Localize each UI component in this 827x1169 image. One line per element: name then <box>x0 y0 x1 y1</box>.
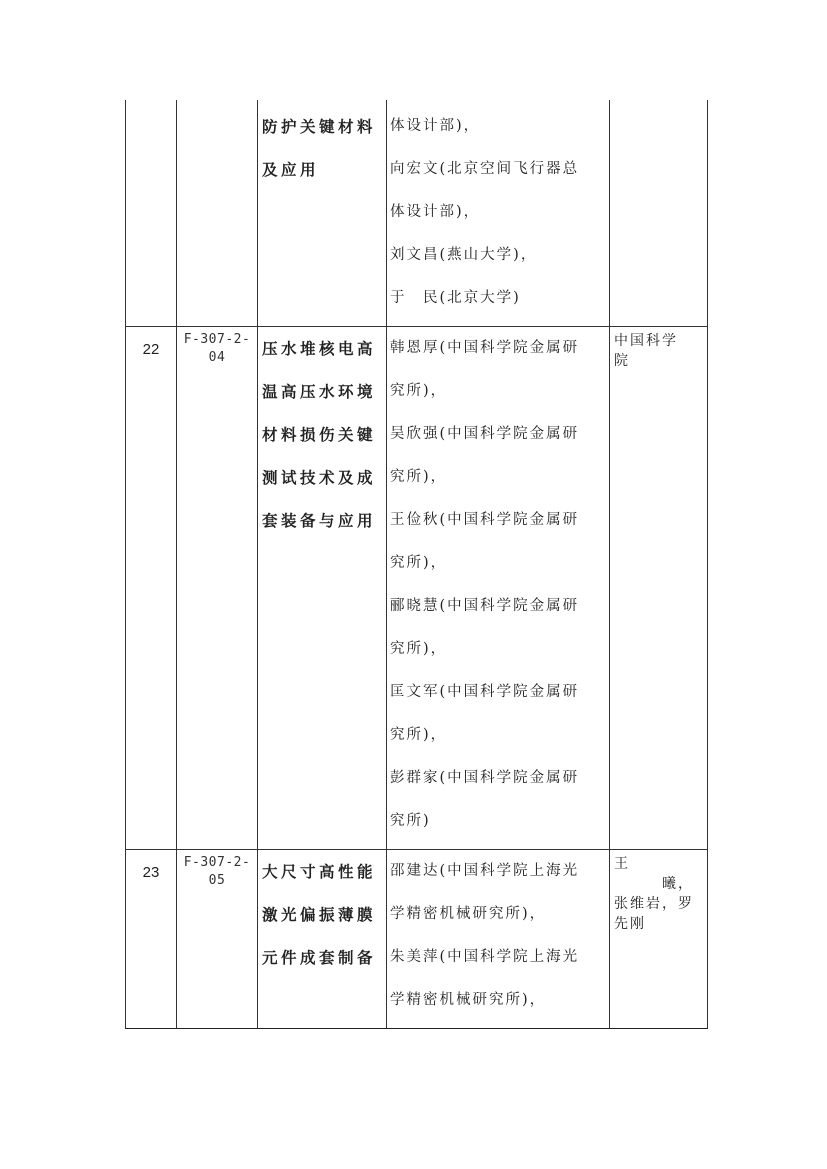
contributor-line: 究所)， <box>390 555 448 571</box>
contributor-line: 究所)， <box>390 469 448 485</box>
contributor-line: 体设计部)， <box>390 204 481 220</box>
project-title-cell <box>258 850 387 1029</box>
contributor-line: 学精密机械研究所)， <box>390 992 547 1008</box>
row-number-cell <box>126 327 177 850</box>
contributor-line: 王俭秋(中国科学院金属研 <box>390 512 580 528</box>
contributor-line: 匡文军(中国科学院金属研 <box>390 684 580 700</box>
organization-line: 张维岩，罗 <box>614 896 694 912</box>
organization-cell <box>610 850 708 1029</box>
contributors-cell <box>387 100 610 327</box>
contributor-line: 邵建达(中国科学院上海光 <box>390 863 580 879</box>
contributor-line: 学精密机械研究所)， <box>390 906 547 922</box>
contributor-line: 郦晓慧(中国科学院金属研 <box>390 598 580 614</box>
organization-line: 中国科学 <box>614 333 678 349</box>
contributor-line: 于 民(北京大学) <box>390 290 521 306</box>
project-code-cell <box>177 850 258 1029</box>
row-number-cell <box>126 850 177 1029</box>
organization-cell <box>610 100 708 327</box>
table-row <box>126 100 708 327</box>
contributor-line: 体设计部)， <box>390 118 481 134</box>
project-code: F-307-2-04 <box>183 332 251 365</box>
contributor-line: 究所)， <box>390 641 448 657</box>
project-title-cell <box>258 100 387 327</box>
contributor-line: 究所)， <box>390 383 448 399</box>
contributor-line: 向宏文(北京空间飞行器总 <box>390 161 580 177</box>
organization-line: 曦， <box>614 876 694 892</box>
row-number: 23 <box>142 864 160 881</box>
project-code-cell <box>177 327 258 850</box>
table-row <box>126 850 708 1029</box>
project-title-cell <box>258 327 387 850</box>
project-title-line: 温高压水环境 <box>262 382 377 401</box>
contributor-line: 朱美萍(中国科学院上海光 <box>390 949 580 965</box>
project-title-line: 大尺寸高性能 <box>262 862 377 881</box>
project-title-line: 套装备与应用 <box>262 511 377 530</box>
row-number-cell <box>126 100 177 327</box>
organization-line: 院 <box>614 353 630 369</box>
row-number <box>126 100 176 114</box>
project-code: F-307-2-05 <box>183 855 251 888</box>
project-title-line: 及应用 <box>262 160 320 179</box>
contributors-cell <box>387 850 610 1029</box>
project-title-line: 激光偏振薄膜 <box>262 905 377 924</box>
row-number: 22 <box>142 341 160 358</box>
project-title-line: 元件成套制备 <box>262 948 377 967</box>
contributor-line: 究所)， <box>390 727 448 743</box>
project-title-line: 压水堆核电高 <box>262 339 377 358</box>
contributor-line: 究所) <box>390 813 431 829</box>
project-title-line: 防护关键材料 <box>262 117 377 136</box>
contributor-line: 刘文昌(燕山大学)， <box>390 247 538 263</box>
table-row <box>126 327 708 850</box>
organization-cell <box>610 327 708 850</box>
contributor-line: 彭群家(中国科学院金属研 <box>390 770 580 786</box>
contributors-cell <box>387 327 610 850</box>
contributor-line: 吴欣强(中国科学院金属研 <box>390 426 580 442</box>
organization-line: 先刚 <box>614 916 646 932</box>
project-title-line: 材料损伤关键 <box>262 425 377 444</box>
award-table <box>125 100 708 1029</box>
organization-line: 王 <box>614 856 630 872</box>
project-title-line: 测试技术及成 <box>262 468 377 487</box>
contributor-line: 韩恩厚(中国科学院金属研 <box>390 340 580 356</box>
project-code <box>177 100 257 104</box>
project-code-cell <box>177 100 258 327</box>
